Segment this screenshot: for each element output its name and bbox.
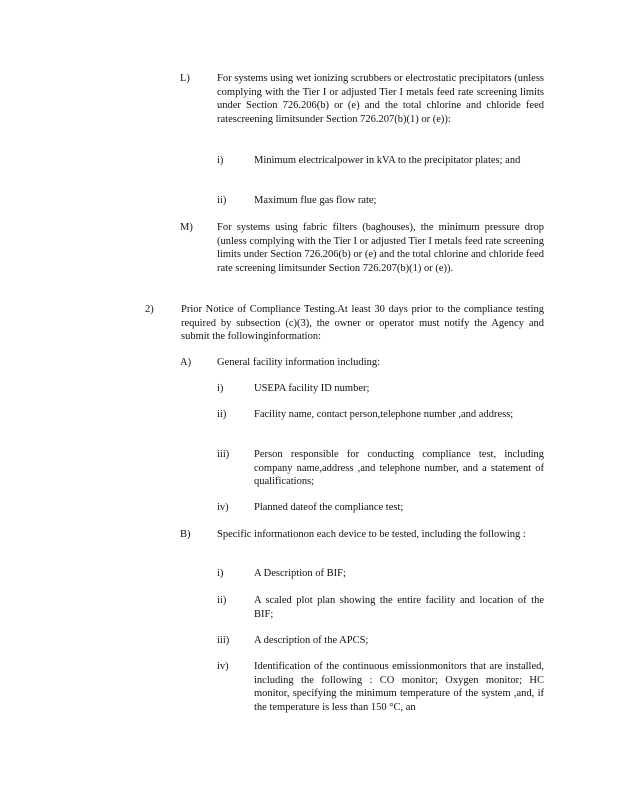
item-A-ii-text: Facility name, contact person,telephone number ,and address; xyxy=(254,409,514,420)
item-A-i-text: USEPA facility ID number; xyxy=(254,383,370,394)
item-2-text: Prior Notice of Compliance Testing.At least 30 days prior to the compliance testing required by subsection (c)(3), the owner or operator must notify the Agency and submit the followinginformation: xyxy=(181,304,544,343)
item-B-label: B) xyxy=(180,529,191,540)
item-B-iv-label: iv) xyxy=(217,661,229,672)
item-L-i-text: Minimum electricalpower in kVA to the precipitator plates; and xyxy=(254,155,521,166)
item-L-label: L) xyxy=(180,73,190,84)
item-A-iii-text: Person responsible for conducting compliance test, including company name,address ,and telephone number, and a statement of qualifications; xyxy=(254,449,544,488)
item-B-i-text: A Description of BIF; xyxy=(254,568,346,579)
item-B-i-label: i) xyxy=(217,568,224,579)
item-A-text: General facility information including: xyxy=(217,357,380,368)
item-L-i-label: i) xyxy=(217,155,224,166)
item-A-iv-text: Planned dateof the compliance test; xyxy=(254,502,404,513)
item-A-iii-label: iii) xyxy=(217,449,230,460)
item-L-ii-label: ii) xyxy=(217,195,227,206)
item-2-label: 2) xyxy=(145,304,154,315)
item-A-iv-label: iv) xyxy=(217,502,229,513)
item-M-label: M) xyxy=(180,222,193,233)
item-B-ii-label: ii) xyxy=(217,595,227,606)
item-B-text: Specific informationon each device to be tested, including the following : xyxy=(217,529,526,540)
item-L-ii-text: Maximum flue gas flow rate; xyxy=(254,195,377,206)
item-B-iii-text: A description of the APCS; xyxy=(254,635,369,646)
item-B-ii-text: A scaled plot plan showing the entire facility and location of the BIF; xyxy=(254,595,544,620)
item-M-text: For systems using fabric filters (baghouses), the minimum pressure drop (unless complying with the Tier I or adjusted Tier I metals feed rate screening limits under Section 726.206(b) or (e) and the total chlorine and chloride feed rate screening limitsunder Section 726.207(b)(1) or (e)). xyxy=(217,222,544,274)
item-B-iii-label: iii) xyxy=(217,635,230,646)
item-L-text: For systems using wet ionizing scrubbers or electrostatic precipitators (unless complying with the Tier I or adjusted Tier I metals feed rate screening limits under Section 726.206(b) or (e) and the total chlorine and chloride feed ratescreening limitsunder Section 726.207(b)(1) or (e)): xyxy=(217,73,544,125)
item-A-label: A) xyxy=(180,357,192,368)
item-B-iv-text: Identification of the continuous emissionmonitors that are installed, including the following : CO monitor; Oxygen monitor; HC monitor, specifying the minimum temperature of the system ,and, if the temperature is less than 150 °C, an xyxy=(254,661,544,713)
item-A-ii-label: ii) xyxy=(217,409,227,420)
item-A-i-label: i) xyxy=(217,383,224,394)
